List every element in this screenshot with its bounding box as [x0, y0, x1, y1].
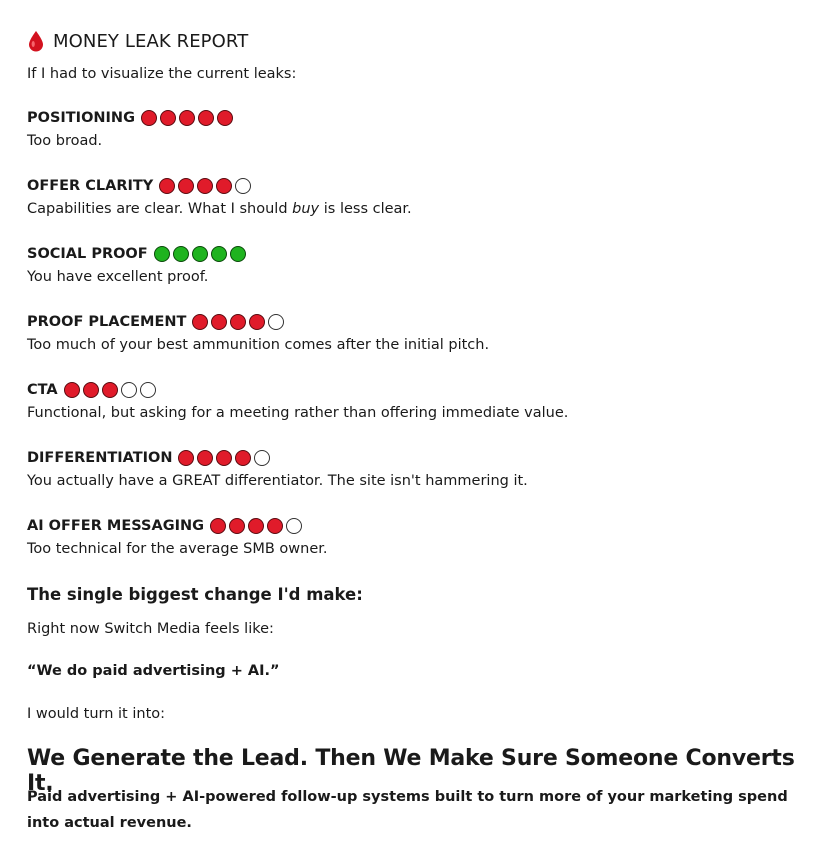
green-circle-icon — [192, 246, 208, 262]
empty-circle-icon — [235, 178, 251, 194]
metric-description: Too technical for the average SMB owner. — [27, 541, 328, 557]
red-circle-icon — [197, 178, 213, 194]
red-circle-icon — [83, 382, 99, 398]
red-circle-icon — [160, 110, 176, 126]
report-title-row — [27, 30, 248, 52]
change-heading: The single biggest change I'd make: — [27, 585, 363, 604]
metric-label: POSITIONING — [27, 110, 135, 126]
red-circle-icon — [235, 450, 251, 466]
metric-label: DIFFERENTIATION — [27, 450, 173, 466]
red-circle-icon — [230, 314, 246, 330]
rating-dots — [210, 518, 305, 534]
red-circle-icon — [197, 450, 213, 466]
rating-dots — [64, 382, 159, 398]
metric-description: Too much of your best ammunition comes after the initial pitch. — [27, 337, 490, 353]
metric-proof-placement — [27, 311, 489, 353]
empty-circle-icon — [268, 314, 284, 330]
metric-description: You have excellent proof. — [27, 269, 209, 285]
rating-dots — [159, 178, 254, 194]
red-circle-icon — [159, 178, 175, 194]
empty-circle-icon — [286, 518, 302, 534]
red-circle-icon — [249, 314, 265, 330]
red-circle-icon — [217, 110, 233, 126]
current-perception-text: Right now Switch Media feels like: — [27, 621, 274, 637]
red-circle-icon — [248, 518, 264, 534]
rating-dots — [178, 450, 273, 466]
empty-circle-icon — [121, 382, 137, 398]
metric-offer-clarity — [27, 175, 412, 217]
red-circle-icon — [198, 110, 214, 126]
green-circle-icon — [173, 246, 189, 262]
desc-emphasis: buy — [292, 201, 320, 217]
red-circle-icon — [64, 382, 80, 398]
red-circle-icon — [229, 518, 245, 534]
proposal-intro-text: I would turn it into: — [27, 706, 166, 722]
red-circle-icon — [141, 110, 157, 126]
desc-text: Capabilities are clear. What I should — [27, 201, 293, 217]
rating-dots — [154, 246, 249, 262]
empty-circle-icon — [140, 382, 156, 398]
report-intro: If I had to visualize the current leaks: — [27, 66, 297, 82]
metric-description: Too broad. — [27, 133, 103, 149]
red-circle-icon — [210, 518, 226, 534]
metric-label: CTA — [27, 382, 58, 398]
desc-text: is less clear. — [319, 201, 412, 217]
red-circle-icon — [178, 178, 194, 194]
empty-circle-icon — [254, 450, 270, 466]
proposed-subheadline: Paid advertising + AI-powered follow-up systems built to turn more of your marketing spend into actual revenue. — [27, 789, 788, 831]
metric-differentiation — [27, 447, 528, 489]
green-circle-icon — [154, 246, 170, 262]
metric-description: You actually have a GREAT differentiator. The site isn't hammering it. — [27, 473, 528, 489]
red-circle-icon — [179, 110, 195, 126]
red-circle-icon — [211, 314, 227, 330]
red-circle-icon — [102, 382, 118, 398]
metric-label: SOCIAL PROOF — [27, 246, 148, 262]
metric-cta — [27, 379, 568, 421]
current-perception-quote: “We do paid advertising + AI.” — [27, 663, 280, 679]
green-circle-icon — [230, 246, 246, 262]
proposed-headline: We Generate the Lead. Then We Make Sure Someone Converts It. — [27, 746, 795, 796]
metric-label: OFFER CLARITY — [27, 178, 154, 194]
red-circle-icon — [178, 450, 194, 466]
rating-dots — [141, 110, 236, 126]
metric-positioning — [27, 107, 236, 149]
metric-label: PROOF PLACEMENT — [27, 314, 187, 330]
red-circle-icon — [216, 450, 232, 466]
metric-social-proof — [27, 243, 249, 285]
metric-ai-offer-messaging — [27, 515, 328, 557]
report-title: MONEY LEAK REPORT — [53, 30, 249, 52]
red-circle-icon — [267, 518, 283, 534]
green-circle-icon — [211, 246, 227, 262]
red-circle-icon — [216, 178, 232, 194]
rating-dots — [192, 314, 287, 330]
blood-drop-icon — [27, 30, 45, 52]
red-circle-icon — [192, 314, 208, 330]
metric-label: AI OFFER MESSAGING — [27, 518, 205, 534]
metric-description — [27, 201, 412, 217]
metric-description: Functional, but asking for a meeting rather than offering immediate value. — [27, 405, 569, 421]
